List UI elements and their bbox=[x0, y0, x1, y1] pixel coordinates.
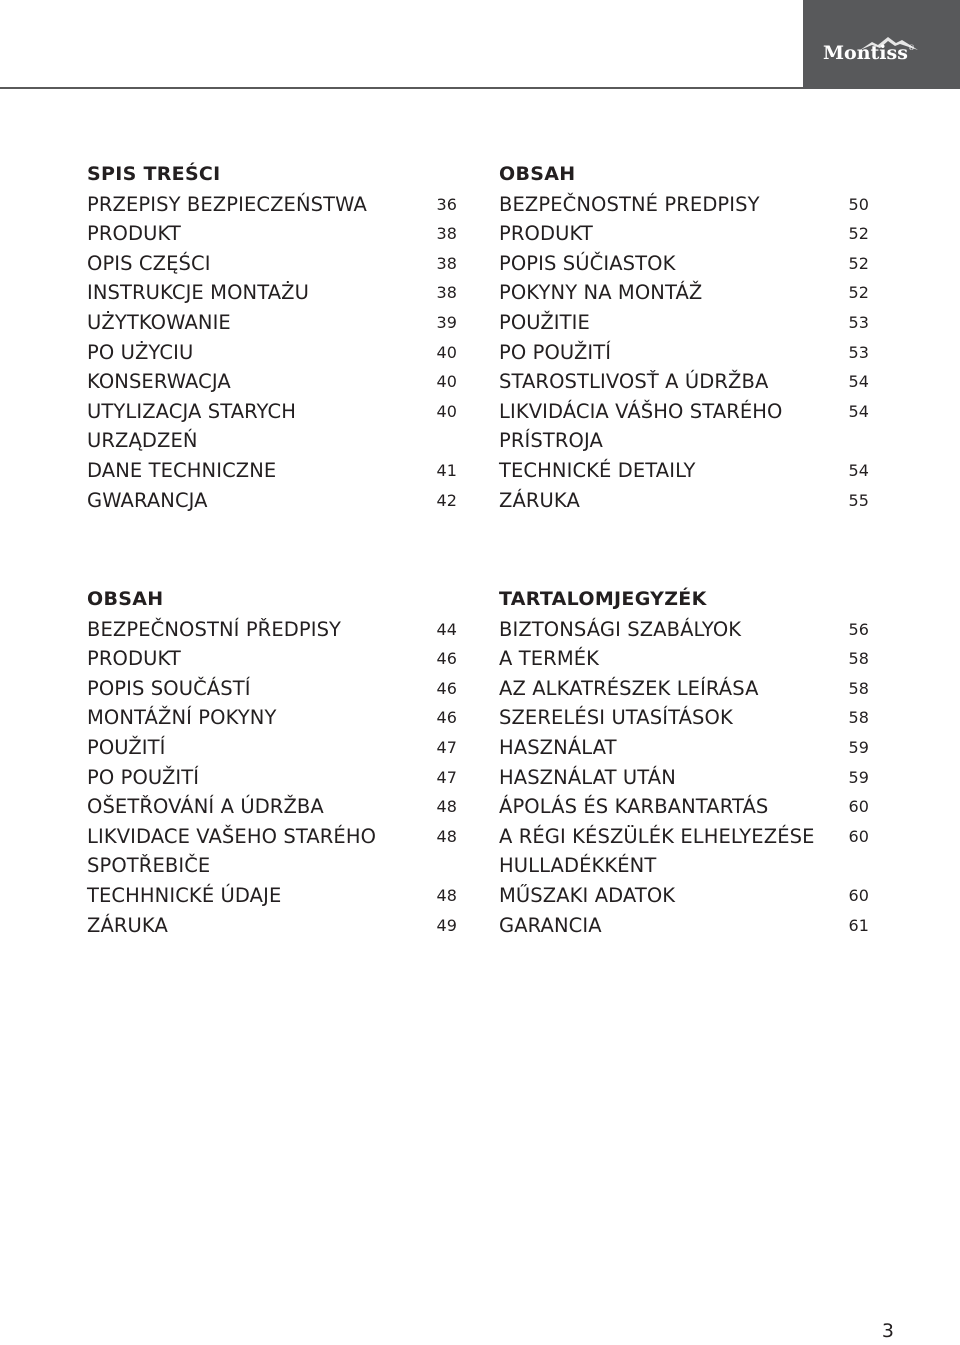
toc-entry bbox=[87, 397, 457, 456]
toc-entry-page: 42 bbox=[436, 490, 457, 510]
toc-entry bbox=[499, 486, 869, 516]
toc-entry bbox=[87, 219, 457, 249]
toc-entry-page: 54 bbox=[848, 460, 869, 480]
toc-entry-page: 60 bbox=[848, 826, 869, 846]
toc-entry-label: A TERMÉK bbox=[499, 647, 600, 671]
toc-entry-page: 58 bbox=[848, 678, 869, 698]
toc-entry bbox=[87, 278, 457, 308]
header-bar bbox=[0, 0, 960, 89]
toc-entry-label: HASZNÁLAT bbox=[499, 735, 617, 759]
toc-entry-label: DANE TECHNICZNE bbox=[87, 458, 277, 482]
toc-entry bbox=[87, 486, 457, 516]
toc-entry bbox=[499, 249, 869, 279]
toc-entry-label: OŠETŘOVÁNÍ A ÚDRŽBA bbox=[87, 795, 324, 819]
toc-entry bbox=[87, 763, 457, 793]
toc-entry-label: BIZTONSÁGI SZABÁLYOK bbox=[499, 617, 742, 641]
toc-entry bbox=[87, 703, 457, 733]
toc-section-slovak bbox=[499, 160, 869, 515]
toc-entry-page: 47 bbox=[436, 737, 457, 757]
toc-entry-page: 55 bbox=[848, 490, 869, 510]
toc-entry-label: INSTRUKCJE MONTAŻU bbox=[87, 281, 309, 305]
toc-entry-page: 38 bbox=[436, 253, 457, 273]
toc-entry-page: 60 bbox=[848, 797, 869, 817]
toc-section-polish bbox=[87, 160, 457, 515]
toc-entry-page: 48 bbox=[436, 797, 457, 817]
toc-entry bbox=[499, 733, 869, 763]
toc-entry bbox=[87, 674, 457, 704]
toc-entry bbox=[499, 308, 869, 338]
toc-entry-label: MŰSZAKI ADATOK bbox=[499, 883, 676, 907]
toc-entry bbox=[87, 456, 457, 486]
toc-entry-page: 54 bbox=[848, 372, 869, 392]
toc-entry-page: 40 bbox=[436, 342, 457, 362]
toc-entry-page: 50 bbox=[848, 194, 869, 214]
toc-entry-label: KONSERWACJA bbox=[87, 370, 231, 394]
toc-entry-label: TECHHNICKÉ ÚDAJE bbox=[87, 883, 282, 907]
toc-entry-label: MONTÁŽNÍ POKYNY bbox=[87, 706, 277, 730]
toc-entry-page: 48 bbox=[436, 885, 457, 905]
toc-entry bbox=[499, 615, 869, 645]
toc-entry bbox=[87, 308, 457, 338]
toc-entry bbox=[499, 190, 869, 220]
toc-entry-label: TECHNICKÉ DETAILY bbox=[499, 458, 696, 482]
toc-entry bbox=[499, 644, 869, 674]
toc-entry-page: 61 bbox=[848, 915, 869, 935]
toc-entry-page: 38 bbox=[436, 283, 457, 303]
toc-section-hungarian bbox=[499, 585, 869, 940]
toc-entry-page: 40 bbox=[436, 401, 457, 421]
toc-entry bbox=[499, 674, 869, 704]
toc-entry bbox=[87, 911, 457, 941]
toc-entry-label: AZ ALKATRÉSZEK LEÍRÁSA bbox=[499, 676, 759, 700]
toc-entry-page: 40 bbox=[436, 372, 457, 392]
toc-entry-label: BEZPEČNOSTNÉ PREDPISY bbox=[499, 192, 760, 216]
toc-entry bbox=[499, 219, 869, 249]
toc-entry bbox=[499, 792, 869, 822]
toc-entry-page: 48 bbox=[436, 826, 457, 846]
toc-entry bbox=[87, 644, 457, 674]
toc-entry-label: ZÁRUKA bbox=[499, 488, 580, 512]
toc-entry-page: 58 bbox=[848, 708, 869, 728]
toc-entry-label: BEZPEČNOSTNÍ PŘEDPISY bbox=[87, 617, 342, 641]
toc-entry-label: PRODUKT bbox=[499, 222, 593, 246]
toc-entry-page: 52 bbox=[848, 224, 869, 244]
toc-entry-page: 46 bbox=[436, 678, 457, 698]
registered-mark: ® bbox=[908, 44, 915, 52]
toc-entry bbox=[499, 456, 869, 486]
toc-entry-page: 38 bbox=[436, 224, 457, 244]
toc-entry-label: STAROSTLIVOSŤ A ÚDRŽBA bbox=[499, 370, 769, 394]
section-title: OBSAH bbox=[499, 163, 576, 185]
toc-entry bbox=[87, 338, 457, 368]
toc-entry-page: 60 bbox=[848, 885, 869, 905]
toc-entry-label: PO POUŽITÍ bbox=[87, 765, 200, 789]
toc-entry-page: 39 bbox=[436, 312, 457, 332]
toc-entry-label: PRZEPISY BEZPIECZEŃSTWA bbox=[87, 192, 367, 216]
toc-list bbox=[87, 190, 457, 516]
section-title: SPIS TREŚCI bbox=[87, 163, 221, 185]
toc-entry-page: 47 bbox=[436, 767, 457, 787]
toc-entry-page: 41 bbox=[436, 460, 457, 480]
toc-entry-label: A RÉGI KÉSZÜLÉK ELHELYEZÉSE HULLADÉKKÉNT bbox=[499, 824, 815, 878]
toc-entry-label: POUŽITIE bbox=[499, 310, 590, 334]
toc-entry-page: 54 bbox=[848, 401, 869, 421]
toc-entry-page: 49 bbox=[436, 915, 457, 935]
toc-entry-label: POPIS SOUČÁSTÍ bbox=[87, 676, 251, 700]
toc-entry-label: UŻYTKOWANIE bbox=[87, 310, 231, 334]
toc-entry-label: POUŽITÍ bbox=[87, 735, 166, 759]
toc-entry-page: 52 bbox=[848, 253, 869, 273]
toc-entry bbox=[499, 397, 869, 456]
toc-entry-page: 58 bbox=[848, 649, 869, 669]
toc-entry-page: 56 bbox=[848, 619, 869, 639]
toc-entry-label: GARANCIA bbox=[499, 913, 602, 937]
toc-entry bbox=[87, 822, 457, 881]
toc-entry-page: 46 bbox=[436, 649, 457, 669]
toc-entry-label: ÁPOLÁS ÉS KARBANTARTÁS bbox=[499, 795, 769, 819]
toc-entry-page: 36 bbox=[436, 194, 457, 214]
toc-entry bbox=[499, 367, 869, 397]
toc-entry bbox=[499, 911, 869, 941]
toc-entry-label: SZERELÉSI UTASÍTÁSOK bbox=[499, 706, 733, 730]
brand-name: Montiss bbox=[823, 42, 908, 64]
toc-entry bbox=[87, 615, 457, 645]
section-title: OBSAH bbox=[87, 588, 164, 610]
toc-entry-label: ZÁRUKA bbox=[87, 913, 168, 937]
toc-list bbox=[499, 190, 869, 516]
toc-entry-label: POPIS SÚČIASTOK bbox=[499, 251, 676, 275]
section-title: TARTALOMJEGYZÉK bbox=[499, 588, 707, 610]
toc-entry bbox=[499, 822, 869, 881]
toc-entry bbox=[499, 881, 869, 911]
toc-entry-page: 44 bbox=[436, 619, 457, 639]
toc-list bbox=[87, 615, 457, 941]
toc-entry-page: 53 bbox=[848, 312, 869, 332]
toc-entry-page: 59 bbox=[848, 767, 869, 787]
toc-entry bbox=[87, 881, 457, 911]
toc-entry-label: PRODUKT bbox=[87, 647, 181, 671]
toc-entry-label: LIKVIDÁCIA VÁŠHO STARÉHO PRÍSTROJA bbox=[499, 399, 783, 453]
toc-entry-label: OPIS CZĘŚCI bbox=[87, 251, 211, 275]
toc-entry-label: HASZNÁLAT UTÁN bbox=[499, 765, 676, 789]
toc-entry bbox=[87, 249, 457, 279]
toc-entry-label: PRODUKT bbox=[87, 222, 181, 246]
toc-entry bbox=[87, 190, 457, 220]
toc-entry bbox=[87, 733, 457, 763]
toc-entry bbox=[87, 792, 457, 822]
toc-entry bbox=[87, 367, 457, 397]
toc-list bbox=[499, 615, 869, 941]
page-number: 3 bbox=[881, 1320, 894, 1342]
toc-entry bbox=[499, 703, 869, 733]
toc-entry-page: 59 bbox=[848, 737, 869, 757]
toc-entry-label: LIKVIDACE VAŠEHO STARÉHO SPOTŘEBIČE bbox=[87, 824, 377, 878]
toc-section-czech bbox=[87, 585, 457, 940]
toc-entry-label: POKYNY NA MONTÁŽ bbox=[499, 281, 703, 305]
toc-entry bbox=[499, 278, 869, 308]
toc-entry-page: 52 bbox=[848, 283, 869, 303]
toc-entry-label: UTYLIZACJA STARYCH URZĄDZEŃ bbox=[87, 399, 296, 453]
toc-entry-label: PO POUŽITÍ bbox=[499, 340, 612, 364]
toc-entry bbox=[499, 338, 869, 368]
toc-entry-page: 53 bbox=[848, 342, 869, 362]
toc-entry-page: 46 bbox=[436, 708, 457, 728]
toc-entry bbox=[499, 763, 869, 793]
toc-entry-label: PO UŻYCIU bbox=[87, 340, 194, 364]
toc-entry-label: GWARANCJA bbox=[87, 488, 208, 512]
